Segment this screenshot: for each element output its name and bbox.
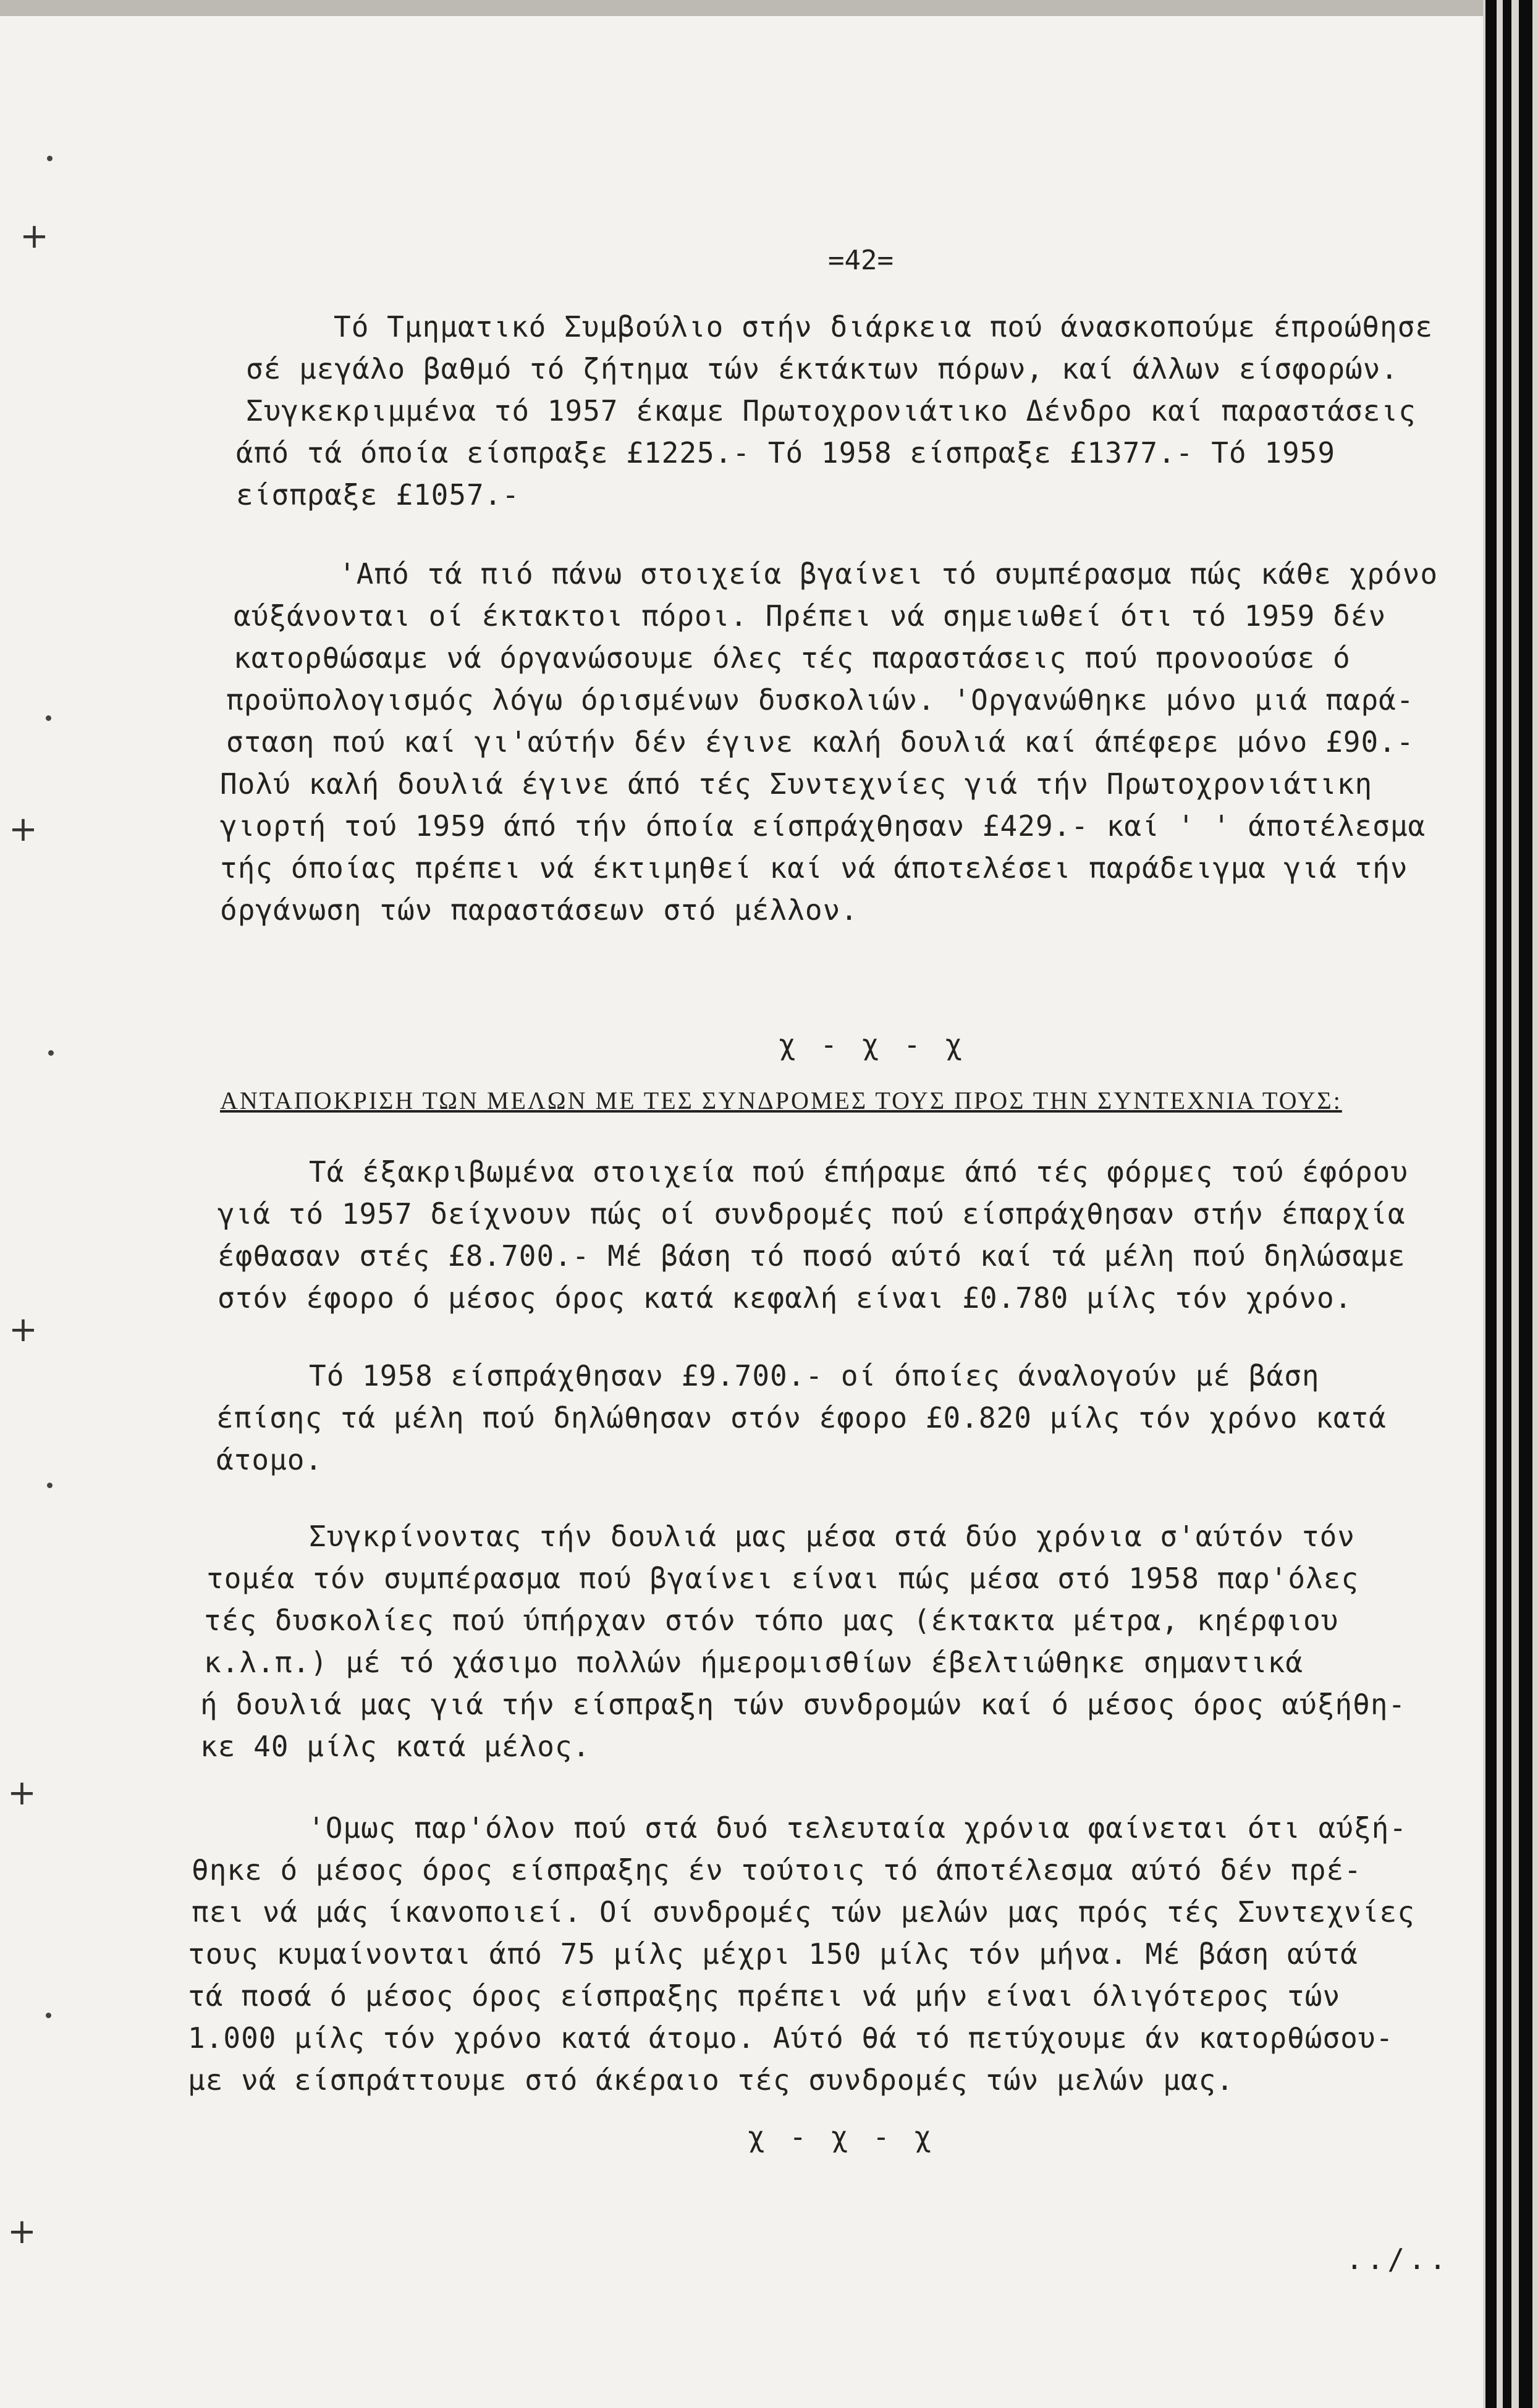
text-line: με νά είσπράττουμε στό άκέραιο τές συνδρομές τών μελών μας. [188,2063,1234,2097]
text-line: θηκε ό μέσος όρος είσπραξης έν τούτοις τό άποτέλεσμα αύτό δέν πρέ- [192,1853,1362,1887]
binding-bar [1503,0,1511,2408]
text-line: πει νά μάς ίκανοποιεί. Οί συνδρομές τών μελών μας πρός τές Συντεχνίες [192,1895,1415,1929]
text-line: είσπραξε £1057.- [236,478,520,511]
scan-top-edge [0,0,1538,16]
text-line: κατορθώσαμε νά όργανώσουμε όλες τές παραστάσεις πού προνοούσε ό [234,641,1351,675]
text-line: στόν έφορο ό μέσος όρος κατά κεφαλή είναι £0.780 μίλς τόν χρόνο. [218,1281,1353,1315]
text-line: Τά έξακριβωμένα στοιχεία πού έπήραμε άπό τές φόρμες τού έφόρου [309,1155,1409,1189]
text-line: τομέα τόν συμπέρασμα πού βγαίνει είναι πώς μέσα στό 1958 παρ'όλες [206,1562,1359,1595]
speck [47,156,53,161]
text-line: Πολύ καλή δουλιά έγινε άπό τές Συντεχνίες γιά τήν Πρωτοχρονιάτικη [220,767,1373,801]
text-line: Συγκρίνοντας τήν δουλιά μας μέσα στά δύο χρόνια σ'αύτόν τόν [309,1520,1355,1553]
page-number: =42= [828,245,894,276]
text-line: 1.000 μίλς τόν χρόνο κατά άτομο. Αύτό θά τό πετύχουμε άν κατορθώσου- [188,2021,1394,2055]
text-line: άπό τά όποία είσπραξε £1225.- Τό 1958 είσπραξε £1377.- Τό 1959 [236,436,1336,469]
text-line: Τό 1958 είσπράχθησαν £9.700.- οί όποίες άναλογούν μέ βάση [309,1359,1320,1392]
text-line: 'Από τά πιό πάνω στοιχεία βγαίνει τό συμπέρασμα πώς κάθε χρόνο [339,557,1439,591]
text-line: Τό Τμηματικό Συμβούλιο στήν διάρκεια πού άνασκοπούμε έπροώθησε [334,310,1434,343]
text-line: τά ποσά ό μέσος όρος είσπραξης πρέπει νά μήν είναι όλιγότερος τών [188,1979,1341,2013]
text-line: σέ μεγάλο βαθμό τό ζήτημα τών έκτάκτων πόρων, καί άλλων είσφορών. [246,352,1399,385]
speck [46,2013,51,2018]
speck [46,715,51,721]
punch-mark-icon: + [7,2212,36,2252]
text-line: τής όποίας πρέπει νά έκτιμηθεί καί νά άποτελέσει παράδειγμα γιά τήν [220,851,1408,885]
text-line: προϋπολογισμός λόγω όρισμένων δυσκολιών. 'Οργανώθηκε μόνο μιά παρά- [226,683,1414,717]
text-line: 'Ομως παρ'όλον πού στά δυό τελευταία χρόνια φαίνεται ότι αύξή- [308,1811,1408,1845]
text-line: γιορτή τού 1959 άπό τήν όποία είσπράχθησαν £429.- καί ' ' άποτέλεσμα [220,809,1426,843]
punch-mark-icon: + [9,1310,38,1350]
text-line: κ.λ.π.) μέ τό χάσιμο πολλών ήμερομισθίων έβελτιώθηκε σημαντικά [204,1646,1304,1679]
punch-mark-icon: + [7,1773,36,1813]
text-line: αύξάνονται οί έκτακτοι πόροι. Πρέπει νά σημειωθεί ότι τό 1959 δέν [234,599,1387,633]
text-line: ή δουλιά μας γιά τήν είσπραξη τών συνδρομών καί ό μέσος όρος αύξήθη- [200,1688,1406,1721]
text-line: κε 40 μίλς κατά μέλος. [200,1730,591,1763]
text-line: όργάνωση τών παραστάσεων στό μέλλον. [220,893,858,927]
binding-bar [1485,0,1497,2408]
text-line: τές δυσκολίες πού ύπήρχαν στόν τόπο μας (έκτακτα μέτρα, κηέρφιου [204,1604,1339,1637]
text-line: έπίσης τά μέλη πού δηλώθησαν στόν έφορο £0.820 μίλς τόν χρόνο κατά [216,1401,1387,1434]
continuation-mark: ../.. [1346,2242,1450,2276]
speck [48,1050,54,1056]
section-separator: χ - χ - χ [779,1028,966,1061]
text-line: τους κυμαίνονται άπό 75 μίλς μέχρι 150 μίλς τόν μήνα. Μέ βάση αύτά [188,1937,1358,1971]
text-line: σταση πού καί γι'αύτήν δέν έγινε καλή δουλιά καί άπέφερε μόνο £90.- [226,725,1414,759]
text-line: έφθασαν στές £8.700.- Μέ βάση τό ποσό αύτό καί τά μέλη πού δηλώσαμε [218,1239,1406,1273]
speck [47,1483,53,1488]
text-line: γιά τό 1957 δείχνουν πώς οί συνδρομές πού είσπράχθησαν στήν έπαρχία [218,1197,1406,1231]
text-line: Συγκεκριμμένα τό 1957 έκαμε Πρωτοχρονιάτικο Δένδρο καί παραστάσεις [246,394,1416,427]
punch-mark-icon: + [9,809,38,849]
text-line: άτομο. [216,1443,323,1476]
punch-mark-icon: + [20,216,49,256]
section-separator: χ - χ - χ [748,2120,936,2153]
section-heading: ΑΝΤΑΠΟΚΡΙΣΗ ΤΩΝ ΜΕΛΩΝ ΜΕ ΤΕΣ ΣΥΝΔΡΟΜΕΣ ΤΟΥΣ ΠΡΟΣ ΤΗΝ ΣΥΝΤΕΧΝΙΑ ΤΟΥΣ: [220,1087,1342,1114]
binding-bar [1519,0,1532,2408]
